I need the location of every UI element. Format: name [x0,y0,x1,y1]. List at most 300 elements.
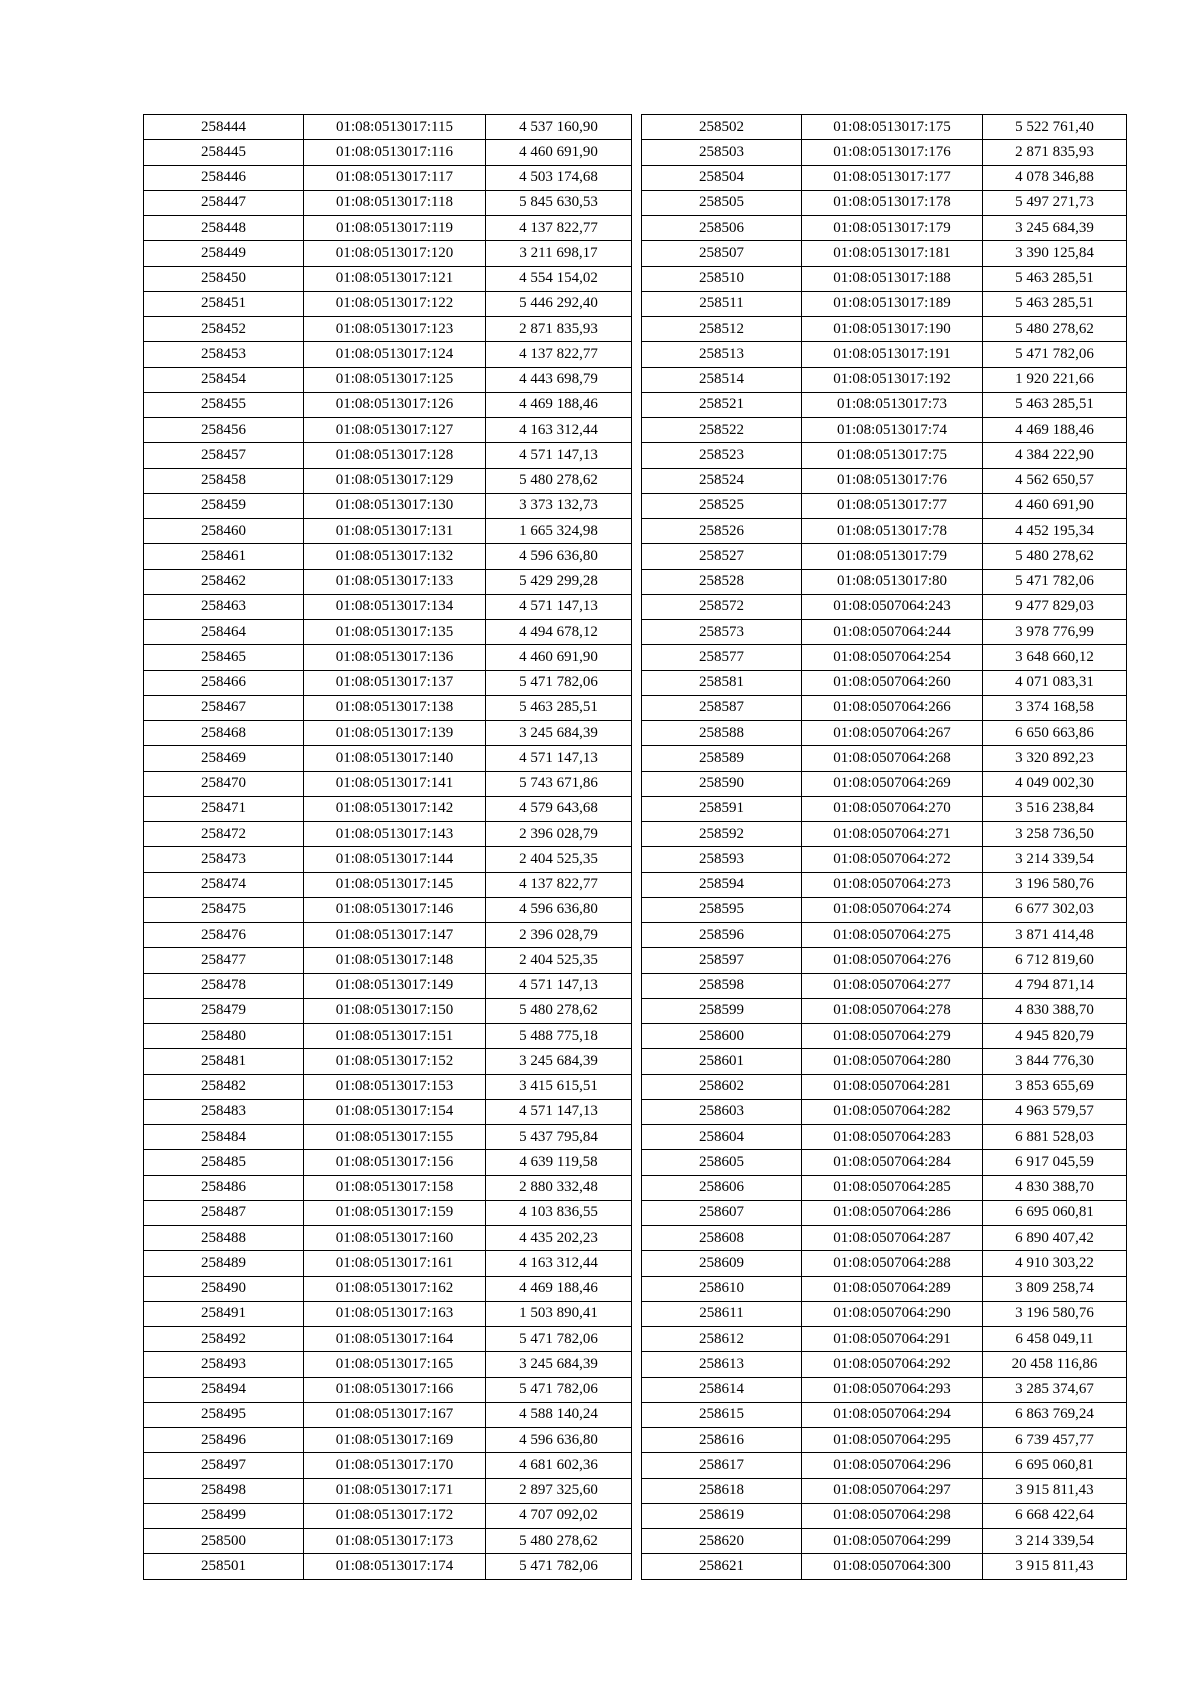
cadastral-number-cell: 01:08:0513017:181 [802,241,983,266]
table-row [642,1554,1127,1579]
cadastral-number-cell: 01:08:0507064:271 [802,822,983,847]
cadastral-value-cell: 4 596 636,80 [486,1428,632,1453]
table-row [144,1453,632,1478]
cadastral-value-cell: 3 516 238,84 [983,796,1127,821]
record-number-cell: 258601 [642,1049,802,1074]
table-row [642,1529,1127,1554]
cadastral-number-cell: 01:08:0513017:137 [304,670,486,695]
record-number-cell: 258456 [144,418,304,443]
record-number-cell: 258454 [144,367,304,392]
cadastral-value-cell: 6 668 422,64 [983,1503,1127,1528]
cadastral-number-cell: 01:08:0513017:144 [304,847,486,872]
table-row [642,1478,1127,1503]
table-row [144,392,632,417]
cadastral-value-cell: 5 463 285,51 [486,695,632,720]
table-row [144,1377,632,1402]
table-row [144,216,632,241]
table-row [144,897,632,922]
cadastral-value-cell: 4 469 188,46 [486,392,632,417]
table-row [144,1024,632,1049]
table-row [642,1024,1127,1049]
table-row [642,1226,1127,1251]
cadastral-number-cell: 01:08:0507064:289 [802,1276,983,1301]
record-number-cell: 258493 [144,1352,304,1377]
record-number-cell: 258466 [144,670,304,695]
table-row [642,1251,1127,1276]
record-number-cell: 258495 [144,1402,304,1427]
record-number-cell: 258606 [642,1175,802,1200]
cadastral-number-cell: 01:08:0513017:164 [304,1327,486,1352]
record-number-cell: 258500 [144,1529,304,1554]
cadastral-value-cell: 3 245 684,39 [983,216,1127,241]
record-number-cell: 258481 [144,1049,304,1074]
cadastral-number-cell: 01:08:0507064:283 [802,1125,983,1150]
table-row [642,468,1127,493]
cadastral-number-cell: 01:08:0513017:174 [304,1554,486,1579]
cadastral-value-cell: 1 665 324,98 [486,519,632,544]
record-number-cell: 258447 [144,190,304,215]
table-row [144,1327,632,1352]
cadastral-number-cell: 01:08:0513017:163 [304,1301,486,1326]
table-row [642,1099,1127,1124]
table-row [144,847,632,872]
table-row [144,1402,632,1427]
record-number-cell: 258600 [642,1024,802,1049]
cadastral-number-cell: 01:08:0513017:127 [304,418,486,443]
cadastral-number-cell: 01:08:0507064:281 [802,1074,983,1099]
table-row [642,1327,1127,1352]
record-number-cell: 258444 [144,115,304,140]
record-number-cell: 258485 [144,1150,304,1175]
cadastral-value-cell: 4 078 346,88 [983,165,1127,190]
table-row [144,1125,632,1150]
table-row [642,544,1127,569]
table-row [642,998,1127,1023]
table-row [642,1074,1127,1099]
record-number-cell: 258611 [642,1301,802,1326]
cadastral-value-cell: 5 471 782,06 [983,569,1127,594]
cadastral-value-cell: 4 469 188,46 [983,418,1127,443]
cadastral-value-cell: 6 712 819,60 [983,948,1127,973]
cadastral-number-cell: 01:08:0513017:124 [304,342,486,367]
table-row [144,948,632,973]
cadastral-value-cell: 6 863 769,24 [983,1402,1127,1427]
record-number-cell: 258475 [144,897,304,922]
record-number-cell: 258448 [144,216,304,241]
cadastral-value-cell: 5 480 278,62 [983,544,1127,569]
cadastral-number-cell: 01:08:0507064:272 [802,847,983,872]
cadastral-value-cell: 5 522 761,40 [983,115,1127,140]
cadastral-number-cell: 01:08:0513017:78 [802,519,983,544]
table-row [642,115,1127,140]
record-number-cell: 258511 [642,291,802,316]
cadastral-value-cell: 5 480 278,62 [486,468,632,493]
table-row [642,1428,1127,1453]
record-number-cell: 258457 [144,443,304,468]
cadastral-value-cell: 4 469 188,46 [486,1276,632,1301]
cadastral-number-cell: 01:08:0507064:299 [802,1529,983,1554]
record-number-cell: 258494 [144,1377,304,1402]
cadastral-number-cell: 01:08:0513017:167 [304,1402,486,1427]
table-row [144,771,632,796]
table-row [642,1175,1127,1200]
table-row [144,140,632,165]
cadastral-number-cell: 01:08:0513017:148 [304,948,486,973]
table-row [144,1200,632,1225]
record-number-cell: 258610 [642,1276,802,1301]
table-row [642,670,1127,695]
record-number-cell: 258478 [144,973,304,998]
cadastral-number-cell: 01:08:0513017:162 [304,1276,486,1301]
record-number-cell: 258594 [642,872,802,897]
cadastral-value-cell: 5 437 795,84 [486,1125,632,1150]
cadastral-value-cell: 5 471 782,06 [486,1327,632,1352]
record-number-cell: 258591 [642,796,802,821]
cadastral-number-cell: 01:08:0513017:176 [802,140,983,165]
record-number-cell: 258484 [144,1125,304,1150]
record-number-cell: 258617 [642,1453,802,1478]
cadastral-number-cell: 01:08:0507064:266 [802,695,983,720]
table-row [144,670,632,695]
record-number-cell: 258619 [642,1503,802,1528]
cadastral-value-cell: 5 463 285,51 [983,392,1127,417]
cadastral-number-cell: 01:08:0513017:123 [304,317,486,342]
cadastral-number-cell: 01:08:0513017:120 [304,241,486,266]
cadastral-number-cell: 01:08:0507064:293 [802,1377,983,1402]
record-number-cell: 258450 [144,266,304,291]
cadastral-value-cell: 5 480 278,62 [486,998,632,1023]
cadastral-value-cell: 4 963 579,57 [983,1099,1127,1124]
record-number-cell: 258577 [642,645,802,670]
cadastral-table-right [641,114,1127,1580]
cadastral-number-cell: 01:08:0507064:284 [802,1150,983,1175]
cadastral-value-cell: 4 435 202,23 [486,1226,632,1251]
cadastral-number-cell: 01:08:0513017:165 [304,1352,486,1377]
cadastral-value-cell: 4 639 119,58 [486,1150,632,1175]
cadastral-number-cell: 01:08:0513017:147 [304,923,486,948]
table-row [144,190,632,215]
record-number-cell: 258497 [144,1453,304,1478]
table-row [642,973,1127,998]
cadastral-number-cell: 01:08:0507064:276 [802,948,983,973]
cadastral-value-cell: 4 571 147,13 [486,443,632,468]
record-number-cell: 258492 [144,1327,304,1352]
cadastral-number-cell: 01:08:0507064:260 [802,670,983,695]
record-number-cell: 258608 [642,1226,802,1251]
table-row [642,923,1127,948]
table-row [144,1226,632,1251]
record-number-cell: 258473 [144,847,304,872]
cadastral-number-cell: 01:08:0513017:150 [304,998,486,1023]
cadastral-value-cell: 1 503 890,41 [486,1301,632,1326]
cadastral-value-cell: 3 245 684,39 [486,721,632,746]
table-row [144,241,632,266]
table-row [642,493,1127,518]
record-number-cell: 258491 [144,1301,304,1326]
table-row [642,1453,1127,1478]
record-number-cell: 258528 [642,569,802,594]
table-row [144,695,632,720]
table-row [642,620,1127,645]
cadastral-value-cell: 5 429 299,28 [486,569,632,594]
cadastral-value-cell: 4 163 312,44 [486,418,632,443]
table-row [144,1099,632,1124]
cadastral-number-cell: 01:08:0513017:169 [304,1428,486,1453]
cadastral-number-cell: 01:08:0513017:136 [304,645,486,670]
cadastral-number-cell: 01:08:0513017:179 [802,216,983,241]
table-row [642,1150,1127,1175]
cadastral-value-cell: 5 480 278,62 [486,1529,632,1554]
cadastral-value-cell: 4 554 154,02 [486,266,632,291]
cadastral-value-cell: 3 285 374,67 [983,1377,1127,1402]
cadastral-value-cell: 4 596 636,80 [486,897,632,922]
record-number-cell: 258490 [144,1276,304,1301]
record-number-cell: 258471 [144,796,304,821]
record-number-cell: 258504 [642,165,802,190]
cadastral-value-cell: 2 404 525,35 [486,948,632,973]
cadastral-value-cell: 4 460 691,90 [486,645,632,670]
record-number-cell: 258602 [642,1074,802,1099]
record-number-cell: 258604 [642,1125,802,1150]
cadastral-number-cell: 01:08:0513017:130 [304,493,486,518]
cadastral-value-cell: 6 890 407,42 [983,1226,1127,1251]
cadastral-value-cell: 3 196 580,76 [983,1301,1127,1326]
cadastral-value-cell: 4 571 147,13 [486,594,632,619]
cadastral-number-cell: 01:08:0513017:134 [304,594,486,619]
record-number-cell: 258524 [642,468,802,493]
record-number-cell: 258498 [144,1478,304,1503]
cadastral-value-cell: 4 163 312,44 [486,1251,632,1276]
cadastral-number-cell: 01:08:0513017:159 [304,1200,486,1225]
table-row [642,721,1127,746]
table-row [642,418,1127,443]
cadastral-number-cell: 01:08:0513017:149 [304,973,486,998]
record-number-cell: 258581 [642,670,802,695]
cadastral-value-cell: 4 443 698,79 [486,367,632,392]
record-number-cell: 258614 [642,1377,802,1402]
cadastral-number-cell: 01:08:0513017:173 [304,1529,486,1554]
record-number-cell: 258501 [144,1554,304,1579]
table-row [642,216,1127,241]
table-row [642,796,1127,821]
table-row [144,1049,632,1074]
cadastral-number-cell: 01:08:0513017:171 [304,1478,486,1503]
record-number-cell: 258502 [642,115,802,140]
record-number-cell: 258488 [144,1226,304,1251]
table-row [144,822,632,847]
record-number-cell: 258449 [144,241,304,266]
table-row [144,594,632,619]
cadastral-value-cell: 4 579 643,68 [486,796,632,821]
table-row [144,1428,632,1453]
cadastral-number-cell: 01:08:0513017:154 [304,1099,486,1124]
cadastral-number-cell: 01:08:0513017:133 [304,569,486,594]
record-number-cell: 258526 [642,519,802,544]
table-row [642,519,1127,544]
table-row [144,645,632,670]
table-row [642,342,1127,367]
record-number-cell: 258460 [144,519,304,544]
record-number-cell: 258503 [642,140,802,165]
cadastral-number-cell: 01:08:0507064:298 [802,1503,983,1528]
cadastral-number-cell: 01:08:0507064:277 [802,973,983,998]
record-number-cell: 258527 [642,544,802,569]
cadastral-value-cell: 3 415 615,51 [486,1074,632,1099]
cadastral-number-cell: 01:08:0513017:190 [802,317,983,342]
cadastral-number-cell: 01:08:0507064:273 [802,872,983,897]
cadastral-number-cell: 01:08:0507064:286 [802,1200,983,1225]
table-row [642,140,1127,165]
record-number-cell: 258474 [144,872,304,897]
record-number-cell: 258506 [642,216,802,241]
cadastral-value-cell: 3 648 660,12 [983,645,1127,670]
record-number-cell: 258446 [144,165,304,190]
cadastral-value-cell: 3 258 736,50 [983,822,1127,847]
record-number-cell: 258469 [144,746,304,771]
cadastral-number-cell: 01:08:0513017:146 [304,897,486,922]
cadastral-number-cell: 01:08:0513017:80 [802,569,983,594]
record-number-cell: 258618 [642,1478,802,1503]
cadastral-number-cell: 01:08:0513017:172 [304,1503,486,1528]
cadastral-number-cell: 01:08:0507064:254 [802,645,983,670]
record-number-cell: 258589 [642,746,802,771]
cadastral-number-cell: 01:08:0513017:75 [802,443,983,468]
record-number-cell: 258592 [642,822,802,847]
record-number-cell: 258477 [144,948,304,973]
record-number-cell: 258587 [642,695,802,720]
cadastral-value-cell: 3 809 258,74 [983,1276,1127,1301]
cadastral-value-cell: 3 214 339,54 [983,847,1127,872]
table-row [642,1352,1127,1377]
cadastral-number-cell: 01:08:0507064:288 [802,1251,983,1276]
cadastral-value-cell: 4 137 822,77 [486,872,632,897]
cadastral-value-cell: 3 978 776,99 [983,620,1127,645]
record-number-cell: 258463 [144,594,304,619]
cadastral-value-cell: 6 695 060,81 [983,1200,1127,1225]
table-row [144,1554,632,1579]
cadastral-number-cell: 01:08:0507064:279 [802,1024,983,1049]
table-row [642,695,1127,720]
cadastral-number-cell: 01:08:0507064:280 [802,1049,983,1074]
cadastral-number-cell: 01:08:0513017:139 [304,721,486,746]
cadastral-value-cell: 3 844 776,30 [983,1049,1127,1074]
cadastral-number-cell: 01:08:0507064:295 [802,1428,983,1453]
record-number-cell: 258620 [642,1529,802,1554]
cadastral-value-cell: 2 871 835,93 [983,140,1127,165]
cadastral-value-cell: 5 497 271,73 [983,190,1127,215]
table-row [642,948,1127,973]
record-number-cell: 258522 [642,418,802,443]
cadastral-number-cell: 01:08:0513017:160 [304,1226,486,1251]
table-row [642,392,1127,417]
table-row [144,367,632,392]
cadastral-value-cell: 4 562 650,57 [983,468,1127,493]
cadastral-number-cell: 01:08:0513017:191 [802,342,983,367]
cadastral-value-cell: 4 137 822,77 [486,216,632,241]
table-row [144,443,632,468]
table-row [642,1200,1127,1225]
record-number-cell: 258452 [144,317,304,342]
record-number-cell: 258507 [642,241,802,266]
table-row [642,190,1127,215]
table-row [642,569,1127,594]
cadastral-value-cell: 5 471 782,06 [486,670,632,695]
table-row [642,872,1127,897]
cadastral-number-cell: 01:08:0507064:296 [802,1453,983,1478]
cadastral-value-cell: 3 245 684,39 [486,1352,632,1377]
record-number-cell: 258521 [642,392,802,417]
cadastral-value-cell: 3 373 132,73 [486,493,632,518]
cadastral-value-cell: 9 477 829,03 [983,594,1127,619]
cadastral-number-cell: 01:08:0513017:170 [304,1453,486,1478]
record-number-cell: 258489 [144,1251,304,1276]
record-number-cell: 258487 [144,1200,304,1225]
cadastral-value-cell: 5 446 292,40 [486,291,632,316]
cadastral-number-cell: 01:08:0513017:138 [304,695,486,720]
cadastral-value-cell: 5 463 285,51 [983,266,1127,291]
table-row [642,1377,1127,1402]
cadastral-number-cell: 01:08:0513017:116 [304,140,486,165]
cadastral-value-cell: 1 920 221,66 [983,367,1127,392]
table-row [642,443,1127,468]
cadastral-value-cell: 4 707 092,02 [486,1503,632,1528]
cadastral-number-cell: 01:08:0513017:175 [802,115,983,140]
record-number-cell: 258572 [642,594,802,619]
record-number-cell: 258505 [642,190,802,215]
cadastral-number-cell: 01:08:0507064:292 [802,1352,983,1377]
cadastral-number-cell: 01:08:0507064:275 [802,923,983,948]
cadastral-number-cell: 01:08:0513017:121 [304,266,486,291]
cadastral-value-cell: 4 103 836,55 [486,1200,632,1225]
record-number-cell: 258465 [144,645,304,670]
table-row [144,342,632,367]
cadastral-number-cell: 01:08:0513017:188 [802,266,983,291]
cadastral-value-cell: 3 915 811,43 [983,1478,1127,1503]
cadastral-number-cell: 01:08:0513017:131 [304,519,486,544]
record-number-cell: 258468 [144,721,304,746]
record-number-cell: 258453 [144,342,304,367]
table-row [642,1301,1127,1326]
cadastral-value-cell: 4 384 222,90 [983,443,1127,468]
record-number-cell: 258455 [144,392,304,417]
record-number-cell: 258510 [642,266,802,291]
table-row [144,746,632,771]
table-row [144,1529,632,1554]
table-row [144,418,632,443]
record-number-cell: 258609 [642,1251,802,1276]
table-row [642,1125,1127,1150]
cadastral-number-cell: 01:08:0513017:77 [802,493,983,518]
cadastral-number-cell: 01:08:0507064:270 [802,796,983,821]
record-number-cell: 258588 [642,721,802,746]
record-number-cell: 258595 [642,897,802,922]
cadastral-number-cell: 01:08:0513017:119 [304,216,486,241]
cadastral-number-cell: 01:08:0507064:244 [802,620,983,645]
table-row [144,317,632,342]
cadastral-number-cell: 01:08:0513017:122 [304,291,486,316]
table-row [144,266,632,291]
cadastral-number-cell: 01:08:0513017:141 [304,771,486,796]
cadastral-number-cell: 01:08:0513017:118 [304,190,486,215]
table-row [144,796,632,821]
cadastral-number-cell: 01:08:0507064:267 [802,721,983,746]
cadastral-value-cell: 3 245 684,39 [486,1049,632,1074]
cadastral-number-cell: 01:08:0507064:282 [802,1099,983,1124]
record-number-cell: 258480 [144,1024,304,1049]
table-row [642,1503,1127,1528]
cadastral-number-cell: 01:08:0513017:126 [304,392,486,417]
cadastral-value-cell: 2 404 525,35 [486,847,632,872]
